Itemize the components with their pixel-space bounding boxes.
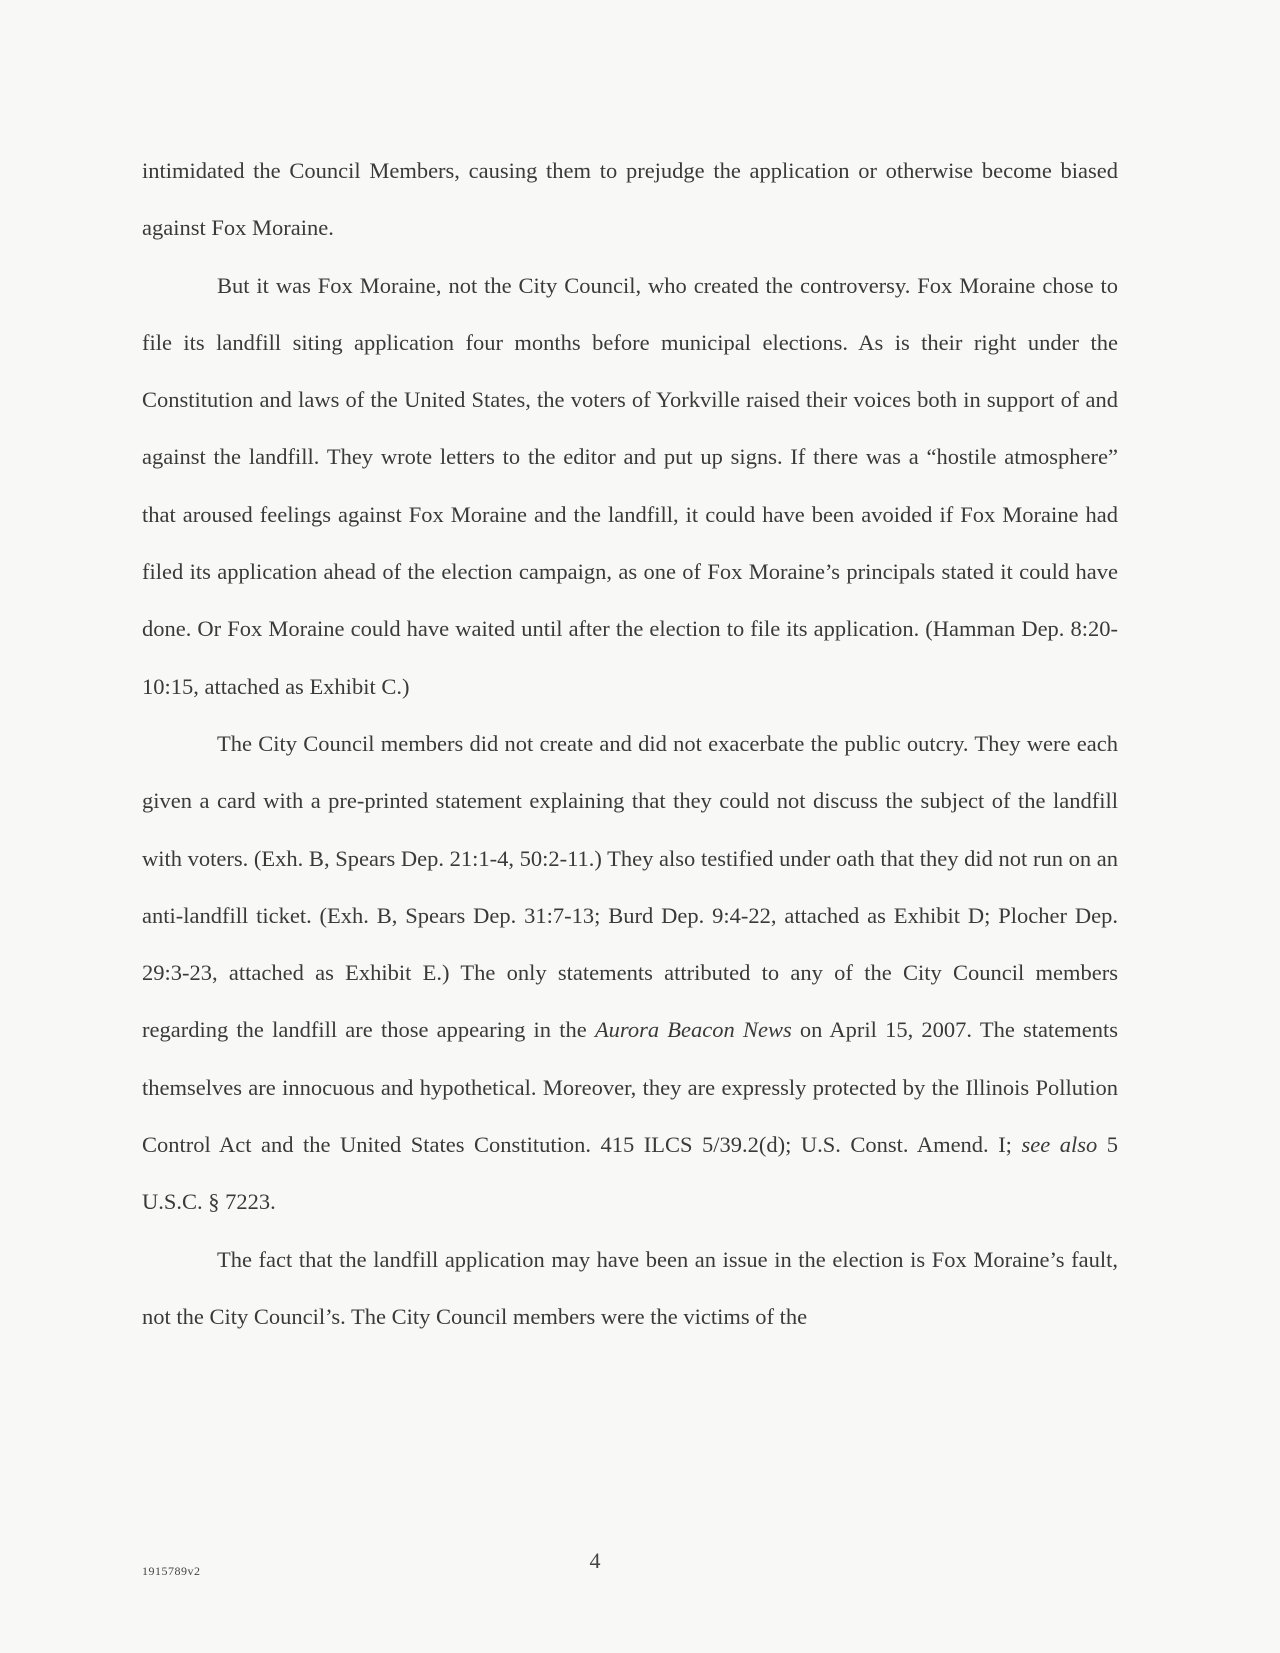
document-id: 1915789v2 (142, 1564, 201, 1578)
italic-citation: Aurora Beacon News (594, 1017, 792, 1043)
paragraph-p4 (142, 1231, 1118, 1346)
page-number: 4 (589, 1548, 601, 1573)
paragraph-text: on April 15, 2007. The statements themselves are innocuous and hypothetical. Moreover, they are expressly protected by the Illinois Pollution Control Act and the United States Constitution. 415 ILCS 5/39.2(d); U.S. Const. Amend. I; (142, 1017, 1118, 1158)
body-text (142, 142, 1118, 1345)
paragraph-p3 (142, 715, 1118, 1231)
paragraph-text: intimidated the Council Members, causing them to prejudge the application or otherwise become biased against Fox Moraine. (142, 158, 1118, 241)
paragraph-p1 (142, 142, 1118, 257)
italic-citation: see also (1021, 1132, 1098, 1158)
paragraph-p2 (142, 257, 1118, 715)
paragraph-text: The fact that the landfill application may have been an issue in the election is Fox Moraine’s fault, not the City Council’s. The City Council members were the victims of the (142, 1246, 1118, 1329)
paragraph-text: 5 U.S.C. § 7223. (142, 1132, 1118, 1215)
paragraph-text: The City Council members did not create and did not exacerbate the public outcry. They were each given a card with a pre-printed statement explaining that they could not discuss the subject of the landfill with voters. (Exh. B, Spears Dep. 21:1-4, 50:2-11.) They also testified under oath that they did not run on an anti-landfill ticket. (Exh. B, Spears Dep. 31:7-13; Burd Dep. 9:4-22, attached as Exhibit D; Plocher Dep. 29:3-23, attached as Exhibit E.) The only statements attributed to any of the City Council members regarding the landfill are those appearing in the (142, 730, 1118, 1043)
paragraph-text: But it was Fox Moraine, not the City Council, who created the controversy. Fox Moraine chose to file its landfill siting application four months before municipal elections. As is their right under the Constitution and laws of the United States, the voters of Yorkville raised their voices both in support of and against the landfill. They wrote letters to the editor and put up signs. If there was a “hostile atmosphere” that aroused feelings against Fox Moraine and the landfill, it could have been avoided if Fox Moraine had filed its application ahead of the election campaign, as one of Fox Moraine’s principals stated it could have done. Or Fox Moraine could have waited until after the election to file its application. (Hamman Dep. 8:20-10:15, attached as Exhibit C.) (142, 272, 1118, 699)
